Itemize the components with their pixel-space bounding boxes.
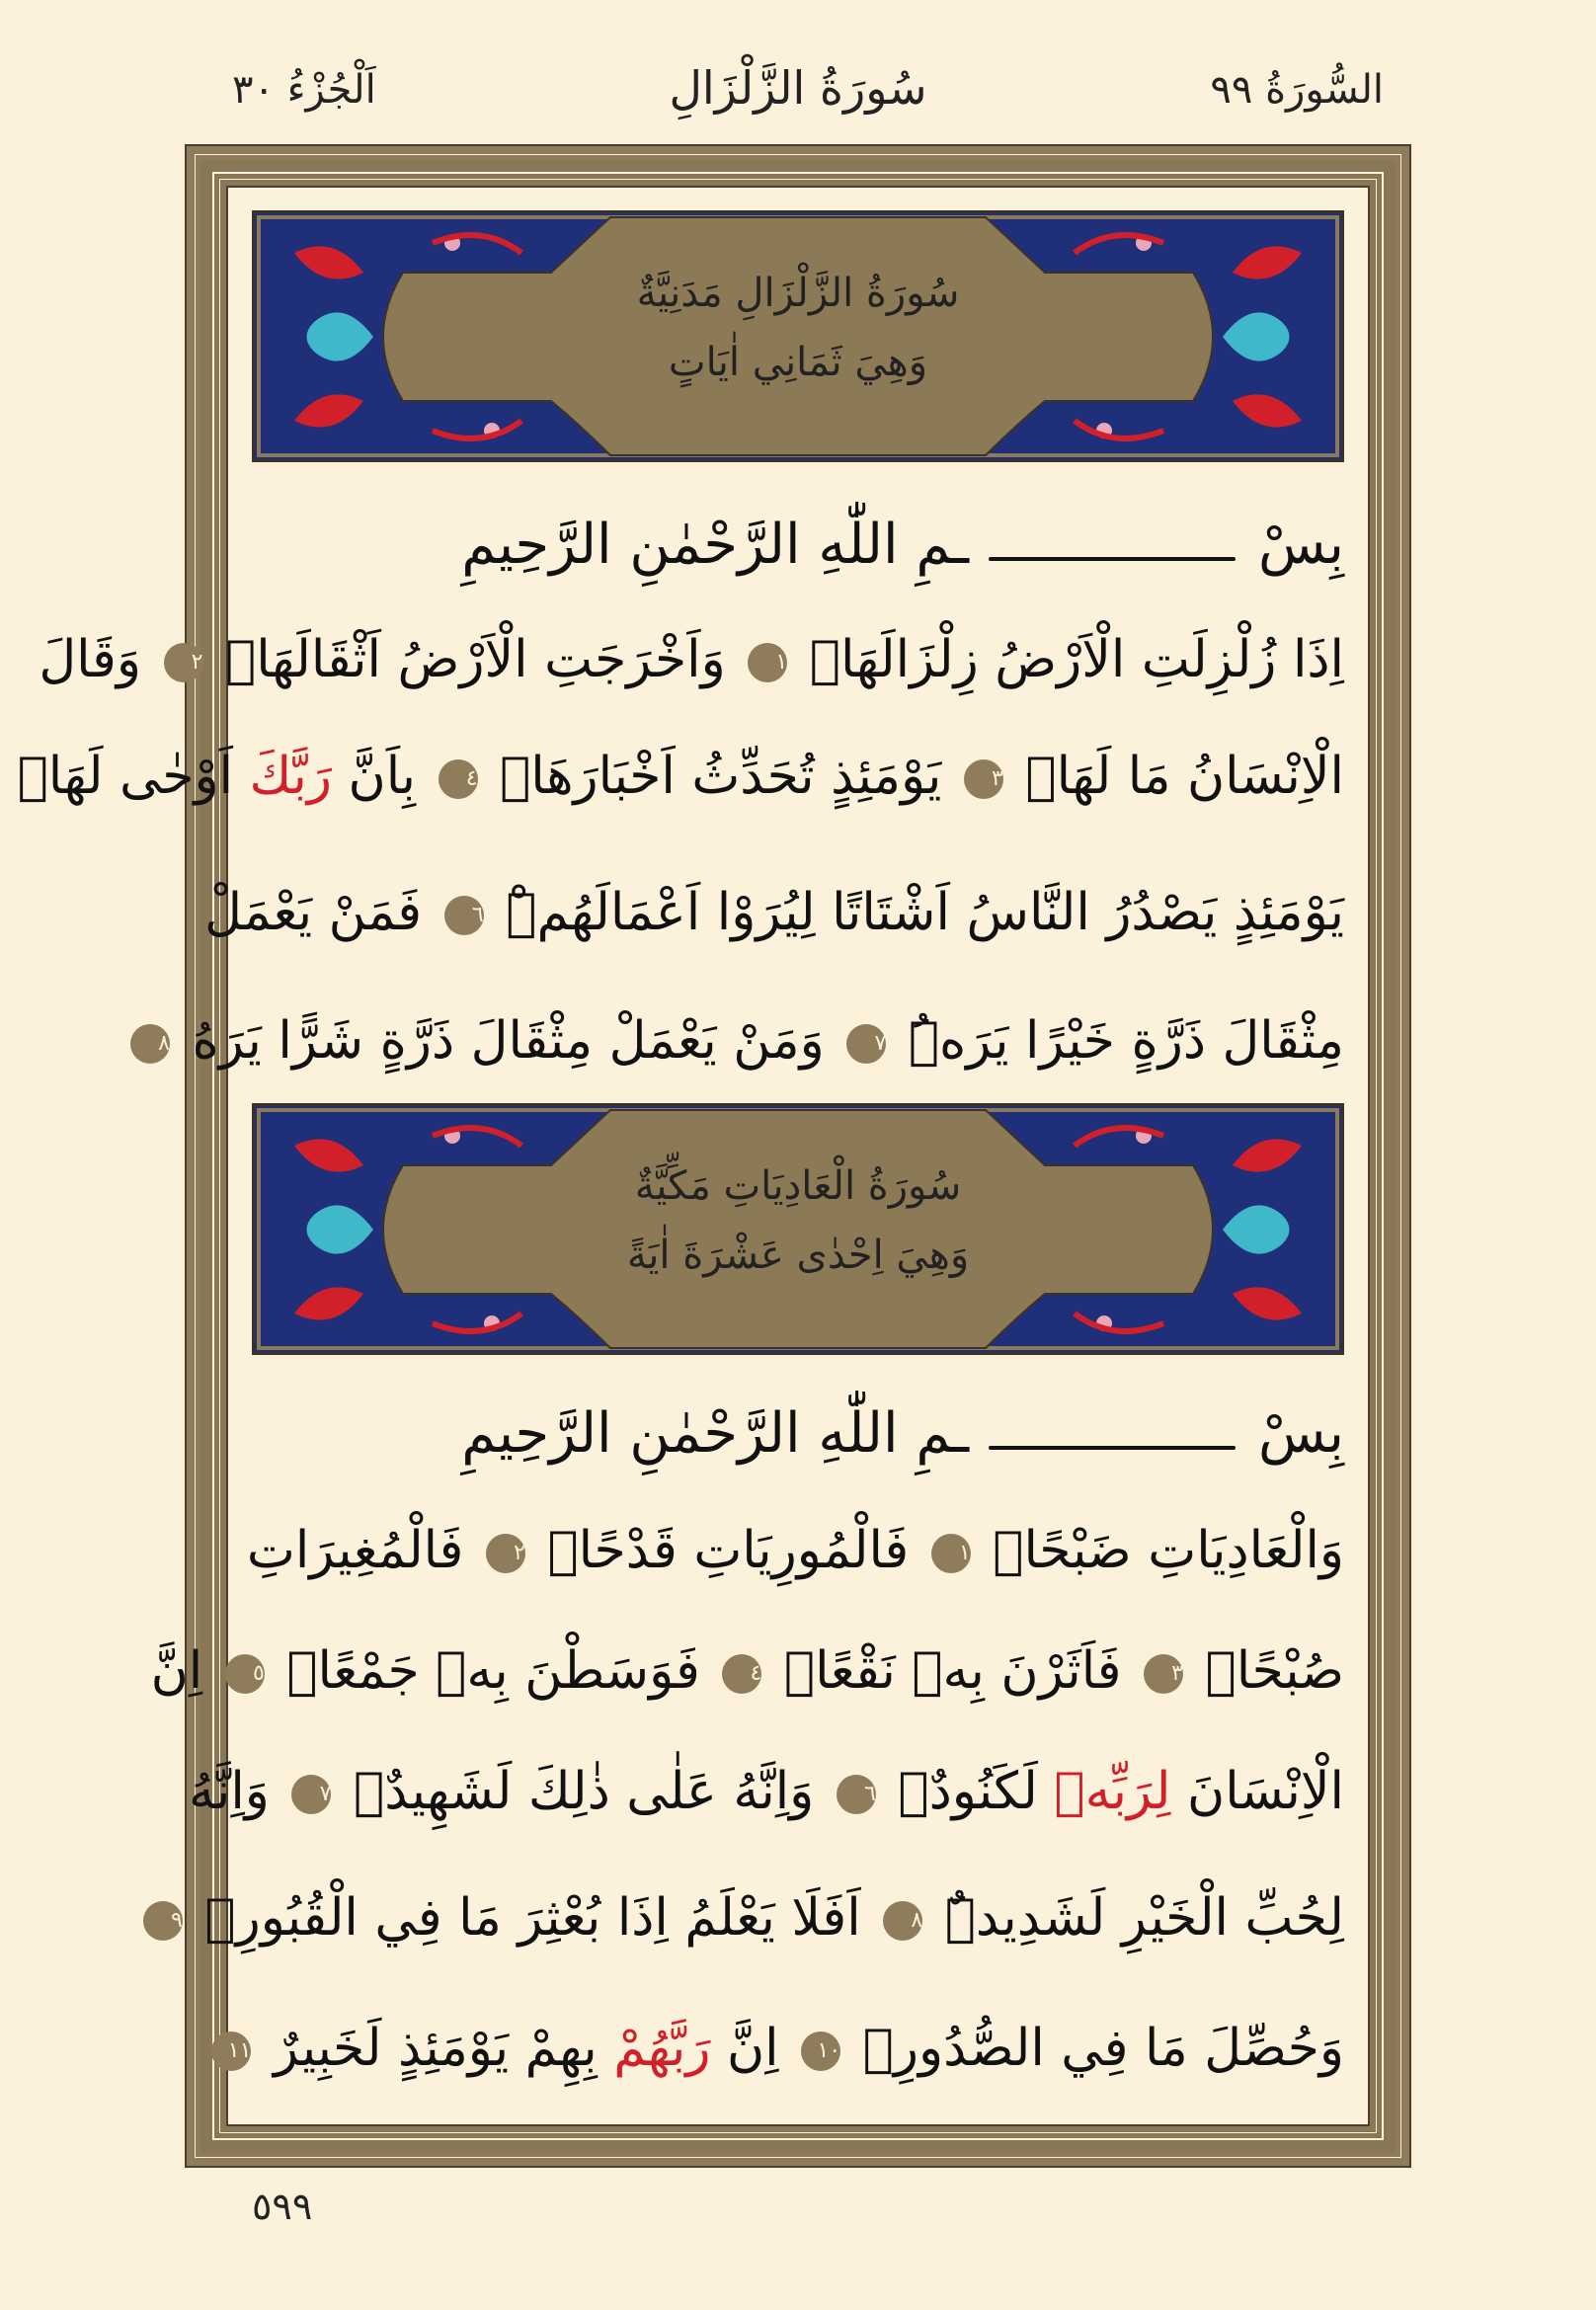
banner-subtitle: وَهِيَ اِحْدٰى عَشْرَةَ اٰيَةً xyxy=(626,1233,970,1278)
banner-subtitle: وَهِيَ ثَمَانِي اٰيَاتٍ xyxy=(668,340,928,385)
ayah-marker: ٣ xyxy=(1144,1654,1183,1694)
banner-title: سُورَةُ الزَّلْزَالِ مَدَنِيَّةٌ xyxy=(636,271,960,316)
ayah-marker: ١ xyxy=(748,643,787,682)
basmala-stroke xyxy=(989,1446,1236,1450)
surah-name-header: سُورَةُ الزَّلْزَالِ xyxy=(669,61,927,115)
page-number: ٥٩٩ xyxy=(252,2185,313,2228)
ayah-marker: ٢ xyxy=(486,1534,525,1573)
verse-line: اِذَا زُلْزِلَتِ الْاَرْضُ زِلْزَالَهَاۙ ١ وَاَخْرَجَتِ الْاَرْضُ اَثْقَالَهَاۙ ٢ وَقَالَ xyxy=(39,630,1344,689)
verse-line: صُبْحًاۙ ٣ فَاَثَرْنَ بِهٖ نَقْعًاۙ ٤ فَوَسَطْنَ بِهٖ جَمْعًاۙ ٥ اِنَّ xyxy=(150,1641,1344,1701)
basmala-stroke xyxy=(989,557,1236,561)
ayah-marker: ٩ xyxy=(143,1901,183,1941)
ayah-marker: ٧ xyxy=(846,1024,886,1064)
ayah-marker: ٢ xyxy=(164,643,203,682)
ayah-marker: ٣ xyxy=(964,759,1003,799)
basmala-start: بِسْ xyxy=(1258,513,1344,577)
basmala-start: بِسْ xyxy=(1258,1401,1344,1466)
verse-line: وَحُصِّلَ مَا فِي الصُّدُورِۙ ١٠ اِنَّ رَبَّهُمْ بِهِمْ يَوْمَئِذٍ لَخَبِيرٌ ١١ xyxy=(252,2009,1344,2088)
verse-line: الْاِنْسَانَ لِرَبِّهٖ لَكَنُودٌۚ ٦ وَاِنَّهُ عَلٰى ذٰلِكَ لَشَهِيدٌۚ ٧ وَاِنَّهُ xyxy=(189,1762,1344,1821)
ayah-marker: ١١ xyxy=(211,2031,251,2071)
banner-ornament-icon xyxy=(255,1106,1341,1352)
ayah-marker: ٤ xyxy=(439,759,478,799)
ayah-marker: ١٠ xyxy=(801,2031,840,2071)
surah-banner-zalzalah xyxy=(252,210,1344,462)
verse-line: وَالْعَادِيَاتِ ضَبْحًاۙ ١ فَالْمُورِيَاتِ قَدْحًاۙ ٢ فَالْمُغِيرَاتِ xyxy=(246,1521,1344,1580)
verse-line: مِثْقَالَ ذَرَّةٍ خَيْرًا يَرَهُۜ ٧ وَمَنْ يَعْمَلْ مِثْقَالَ ذَرَّةٍ شَرًّا يَرَهُ ٨ xyxy=(252,1001,1344,1080)
ayah-marker: ٨ xyxy=(130,1024,170,1064)
surah-number-header: السُّورَةُ ٩٩ xyxy=(1210,67,1384,113)
ayah-marker: ١ xyxy=(931,1534,971,1573)
ayah-marker: ٦ xyxy=(837,1775,876,1814)
ayah-marker: ٥ xyxy=(225,1654,265,1694)
ayah-marker: ٤ xyxy=(722,1654,761,1694)
banner-title: سُورَةُ الْعَادِيَاتِ مَكِّيَّةٌ xyxy=(634,1163,962,1209)
ayah-marker: ٨ xyxy=(883,1901,922,1941)
banner-ornament-icon xyxy=(255,213,1341,459)
surah-banner-adiyat xyxy=(252,1103,1344,1355)
basmala-rest: ـمِ اللّٰهِ الرَّحْمٰنِ الرَّحِيمِ xyxy=(461,513,969,577)
verse-line: لِحُبِّ الْخَيْرِ لَشَدِيدٌۜ ٨ اَفَلَا يَعْلَمُ اِذَا بُعْثِرَ مَا فِي الْقُبُورِۙ ٩ xyxy=(252,1878,1344,1957)
verse-line: يَوْمَئِذٍ يَصْدُرُ النَّاسُ اَشْتَاتًا لِيُرَوْا اَعْمَالَهُمْۜ ٦ فَمَنْ يَعْمَلْ xyxy=(204,883,1344,942)
ayah-marker: ٦ xyxy=(444,896,484,935)
juz-header: اَلْجُزْءُ ٣٠ xyxy=(232,67,376,113)
basmala xyxy=(252,1394,1344,1474)
basmala-rest: ـمِ اللّٰهِ الرَّحْمٰنِ الرَّحِيمِ xyxy=(461,1401,969,1466)
basmala xyxy=(252,506,1344,585)
verse-line: الْاِنْسَانُ مَا لَهَاۚ ٣ يَوْمَئِذٍ تُحَدِّثُ اَخْبَارَهَاۙ ٤ بِاَنَّ رَبَّكَ اَوْحٰى لَهَاۜ xyxy=(17,747,1344,806)
ayah-marker: ٧ xyxy=(291,1775,331,1814)
